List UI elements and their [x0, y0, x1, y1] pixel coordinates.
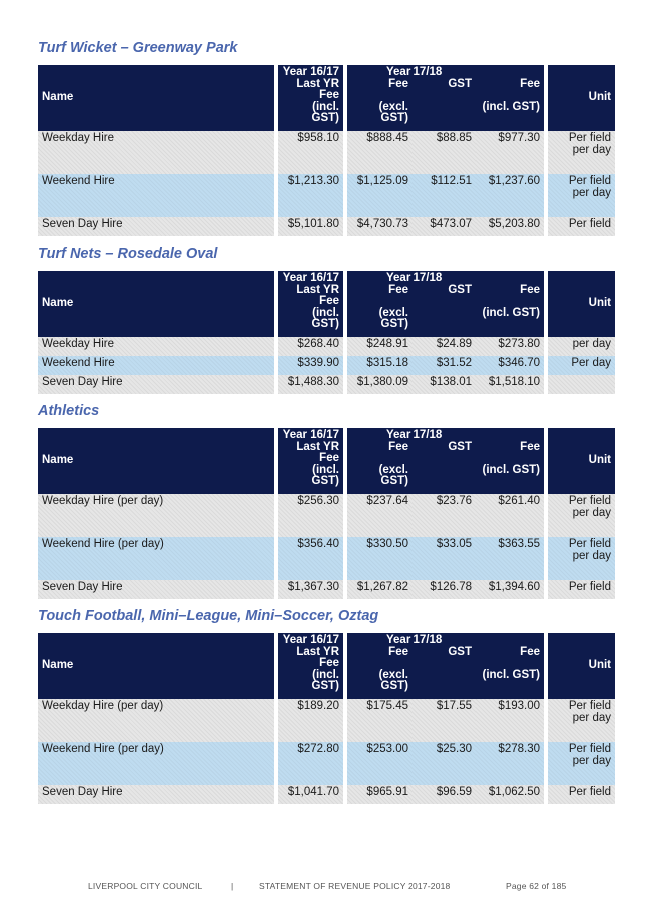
row-last-fee: $1,213.30 — [274, 174, 343, 217]
row-name: Weekend Hire — [38, 174, 274, 217]
fee-excl-label: Fee (excl. GST) — [378, 283, 408, 330]
row-unit: Per field per day — [544, 174, 615, 217]
row-unit: Per field — [544, 217, 615, 236]
year-curr-label: Year 17/18 — [386, 429, 443, 441]
fees-table — [38, 633, 615, 804]
year-curr-label: Year 17/18 — [386, 66, 443, 78]
section-title: Athletics — [38, 403, 100, 419]
footer-separator: | — [231, 881, 234, 891]
row-last-fee: $1,488.30 — [274, 375, 343, 394]
year-prev-label: Year 16/17 — [282, 66, 339, 78]
col-header-unit: Unit — [544, 633, 615, 699]
table-row — [38, 537, 615, 580]
row-unit: Per field — [544, 580, 615, 599]
row-fee-excl: $1,380.09 — [343, 375, 412, 394]
row-fee-excl: $1,267.82 — [343, 580, 412, 599]
row-name: Weekend Hire (per day) — [38, 537, 274, 580]
section-turf-nets — [38, 246, 615, 396]
col-header-unit: Unit — [544, 428, 615, 494]
row-last-fee: $356.40 — [274, 537, 343, 580]
col-header-unit: Unit — [544, 271, 615, 337]
row-fee-incl: $1,062.50 — [476, 785, 544, 804]
row-fee-incl: $1,237.60 — [476, 174, 544, 217]
last-fee-label: Last YR Fee (incl. GST) — [296, 440, 339, 487]
last-fee-label: Last YR Fee (incl. GST) — [296, 283, 339, 330]
footer-council: LIVERPOOL CITY COUNCIL — [88, 881, 203, 891]
row-name: Weekend Hire (per day) — [38, 742, 274, 785]
row-fee-incl: $1,394.60 — [476, 580, 544, 599]
row-name: Weekday Hire (per day) — [38, 699, 274, 742]
row-name: Weekend Hire — [38, 356, 274, 375]
row-fee-incl: $977.30 — [476, 131, 544, 174]
row-gst: $24.89 — [412, 337, 476, 356]
fee-incl-label: Fee (incl. GST) — [482, 283, 540, 319]
row-last-fee: $268.40 — [274, 337, 343, 356]
row-last-fee: $272.80 — [274, 742, 343, 785]
table-row — [38, 699, 615, 742]
fee-excl-label: Fee (excl. GST) — [378, 440, 408, 487]
fee-excl-label: Fee (excl. GST) — [378, 77, 408, 124]
col-header-last-fee — [274, 633, 343, 699]
section-title: Turf Wicket – Greenway Park — [38, 40, 238, 56]
row-fee-excl: $1,125.09 — [343, 174, 412, 217]
row-gst: $473.07 — [412, 217, 476, 236]
footer-page-number: Page 62 of 185 — [506, 881, 567, 891]
row-fee-excl: $4,730.73 — [343, 217, 412, 236]
row-unit: per day — [544, 337, 615, 356]
row-fee-incl: $193.00 — [476, 699, 544, 742]
section-athletics — [38, 403, 615, 603]
row-gst: $126.78 — [412, 580, 476, 599]
table-row — [38, 742, 615, 785]
gst-label: GST — [448, 77, 472, 90]
year-curr-label: Year 17/18 — [386, 634, 443, 646]
footer-document: STATEMENT OF REVENUE POLICY 2017-2018 — [259, 881, 451, 891]
row-unit: Per field per day — [544, 537, 615, 580]
row-unit — [544, 375, 615, 394]
col-header-name: Name — [38, 428, 274, 494]
col-header-name: Name — [38, 271, 274, 337]
last-fee-label: Last YR Fee (incl. GST) — [296, 77, 339, 124]
row-name: Seven Day Hire — [38, 580, 274, 599]
section-touch-football — [38, 608, 615, 808]
row-name: Weekday Hire (per day) — [38, 494, 274, 537]
row-fee-incl: $346.70 — [476, 356, 544, 375]
row-fee-excl: $175.45 — [343, 699, 412, 742]
col-header-fee-incl — [476, 65, 544, 131]
col-header-fee-incl — [476, 271, 544, 337]
col-header-fee-incl — [476, 428, 544, 494]
last-fee-label: Last YR Fee (incl. GST) — [296, 645, 339, 692]
col-header-fee-incl — [476, 633, 544, 699]
row-fee-excl: $330.50 — [343, 537, 412, 580]
row-unit: Per field per day — [544, 131, 615, 174]
col-header-last-fee — [274, 428, 343, 494]
section-title: Touch Football, Mini–League, Mini–Soccer, Oztag — [38, 608, 379, 624]
col-header-unit: Unit — [544, 65, 615, 131]
section-turf-wicket — [38, 40, 615, 240]
row-last-fee: $958.10 — [274, 131, 343, 174]
year-prev-label: Year 16/17 — [282, 429, 339, 441]
fee-incl-label: Fee (incl. GST) — [482, 77, 540, 113]
col-header-name: Name — [38, 633, 274, 699]
row-last-fee: $189.20 — [274, 699, 343, 742]
fees-table — [38, 428, 615, 599]
row-last-fee: $1,367.30 — [274, 580, 343, 599]
table-row — [38, 785, 615, 804]
row-gst: $33.05 — [412, 537, 476, 580]
row-unit: Per day — [544, 356, 615, 375]
row-unit: Per field per day — [544, 494, 615, 537]
fees-table — [38, 271, 615, 394]
row-gst: $23.76 — [412, 494, 476, 537]
row-last-fee: $256.30 — [274, 494, 343, 537]
table-row — [38, 337, 615, 356]
row-gst: $31.52 — [412, 356, 476, 375]
row-gst: $88.85 — [412, 131, 476, 174]
col-header-last-fee — [274, 65, 343, 131]
row-name: Seven Day Hire — [38, 217, 274, 236]
row-last-fee: $5,101.80 — [274, 217, 343, 236]
section-title: Turf Nets – Rosedale Oval — [38, 246, 218, 262]
row-name: Weekday Hire — [38, 337, 274, 356]
row-unit: Per field per day — [544, 699, 615, 742]
table-row — [38, 217, 615, 236]
row-unit: Per field per day — [544, 742, 615, 785]
gst-label: GST — [448, 283, 472, 296]
row-fee-excl: $965.91 — [343, 785, 412, 804]
row-fee-excl: $315.18 — [343, 356, 412, 375]
row-gst: $138.01 — [412, 375, 476, 394]
row-name: Weekday Hire — [38, 131, 274, 174]
table-row — [38, 494, 615, 537]
fee-incl-label: Fee (incl. GST) — [482, 645, 540, 681]
row-fee-excl: $253.00 — [343, 742, 412, 785]
year-curr-label: Year 17/18 — [386, 272, 443, 284]
gst-label: GST — [448, 440, 472, 453]
gst-label: GST — [448, 645, 472, 658]
row-name: Seven Day Hire — [38, 375, 274, 394]
col-header-name: Name — [38, 65, 274, 131]
row-gst: $112.51 — [412, 174, 476, 217]
table-row — [38, 131, 615, 174]
row-fee-excl: $888.45 — [343, 131, 412, 174]
row-last-fee: $1,041.70 — [274, 785, 343, 804]
row-gst: $17.55 — [412, 699, 476, 742]
table-row — [38, 580, 615, 599]
fee-incl-label: Fee (incl. GST) — [482, 440, 540, 476]
row-fee-incl: $273.80 — [476, 337, 544, 356]
row-fee-excl: $237.64 — [343, 494, 412, 537]
row-fee-incl: $261.40 — [476, 494, 544, 537]
fees-table — [38, 65, 615, 236]
row-fee-incl: $278.30 — [476, 742, 544, 785]
row-fee-incl: $5,203.80 — [476, 217, 544, 236]
col-header-last-fee — [274, 271, 343, 337]
table-row — [38, 375, 615, 394]
row-unit: Per field — [544, 785, 615, 804]
row-gst: $25.30 — [412, 742, 476, 785]
year-prev-label: Year 16/17 — [282, 272, 339, 284]
fee-excl-label: Fee (excl. GST) — [378, 645, 408, 692]
row-name: Seven Day Hire — [38, 785, 274, 804]
row-fee-excl: $248.91 — [343, 337, 412, 356]
row-fee-incl: $1,518.10 — [476, 375, 544, 394]
table-row — [38, 356, 615, 375]
row-gst: $96.59 — [412, 785, 476, 804]
row-fee-incl: $363.55 — [476, 537, 544, 580]
row-last-fee: $339.90 — [274, 356, 343, 375]
table-row — [38, 174, 615, 217]
year-prev-label: Year 16/17 — [282, 634, 339, 646]
